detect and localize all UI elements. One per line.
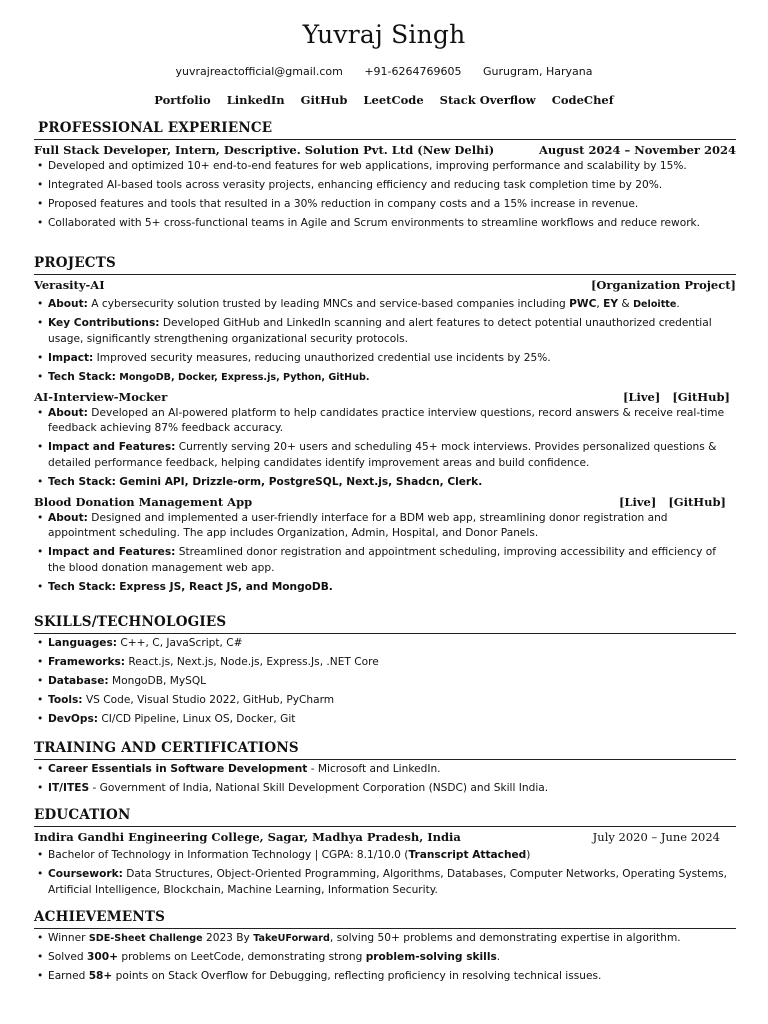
project-tag: [Organization Project] bbox=[590, 278, 736, 292]
list-item: • Database: MongoDB, MySQL bbox=[48, 674, 736, 690]
list-item: • Tools: VS Code, Visual Studio 2022, GitHub, PyCharm bbox=[48, 693, 736, 709]
leetcode-link[interactable]: LeetCode bbox=[363, 93, 424, 107]
list-item: • About: Designed and implemented a user-friendly interface for a BDM web app, streamlining donor registration and appointment scheduling. The app includes Organization, Admin, Hospital, and Donor Panels. bbox=[48, 511, 736, 542]
projects-section bbox=[34, 255, 736, 599]
list-item: • Key Contributions: Developed GitHub and LinkedIn scanning and alert features to detect potential unauthorized credential usage, significantly strengthening organizational security protocols. bbox=[48, 316, 736, 347]
education-list bbox=[34, 848, 736, 898]
training-list bbox=[34, 762, 736, 797]
education-dates: July 2020 – June 2024 bbox=[592, 830, 720, 844]
education-section bbox=[34, 807, 736, 902]
school-name: Indira Gandhi Engineering College, Sagar, Madhya Pradesh, India bbox=[34, 830, 461, 844]
project-name: Verasity-AI bbox=[34, 278, 105, 292]
list-item: • Solved 300+ problems on LeetCode, demonstrating strong problem-solving skills. bbox=[48, 950, 736, 966]
phone-number: +91-6264769605 bbox=[364, 65, 462, 78]
candidate-name: Yuvraj Singh bbox=[302, 20, 466, 49]
project-header bbox=[34, 277, 736, 294]
skills-list bbox=[34, 636, 736, 728]
experience-bullets bbox=[34, 159, 736, 232]
live-link[interactable]: [Live] bbox=[622, 389, 661, 404]
experience-section bbox=[34, 120, 736, 235]
project-name: Blood Donation Management App bbox=[34, 494, 253, 509]
training-section bbox=[34, 740, 736, 800]
list-item: • Languages: C++, C, JavaScript, C# bbox=[48, 636, 736, 652]
list-item: • Winner SDE-Sheet Challenge 2023 By TakeUForward, solving 50+ problems and demonstrating expertise in algorithm. bbox=[48, 931, 736, 947]
linkedin-link[interactable]: LinkedIn bbox=[226, 93, 285, 107]
list-item: • About: A cybersecurity solution trusted by leading MNCs and service-based companies including PWC, EY & Deloitte. bbox=[48, 297, 736, 313]
achievements-list bbox=[34, 931, 736, 985]
github-link[interactable]: GitHub bbox=[300, 93, 348, 107]
list-item: • Tech Stack: Express JS, React JS, and MongoDB. bbox=[48, 580, 736, 596]
live-link[interactable]: [Live] bbox=[618, 494, 657, 509]
project-bullets bbox=[34, 297, 736, 385]
job-dates: August 2024 – November 2024 bbox=[538, 143, 736, 157]
section-title: ACHIEVEMENTS bbox=[34, 909, 736, 929]
list-item: • Collaborated with 5+ cross-functional teams in Agile and Scrum environments to streamline workflows and reduce rework. bbox=[48, 216, 736, 232]
list-item: • Impact and Features: Streamlined donor registration and appointment scheduling, improving accessibility and efficiency of the blood donation management web app. bbox=[48, 545, 736, 576]
transcript-link[interactable]: Transcript Attached bbox=[408, 849, 527, 861]
list-item: • Career Essentials in Software Development - Microsoft and LinkedIn. bbox=[48, 762, 736, 778]
education-header bbox=[34, 829, 736, 846]
github-project-link[interactable]: [GitHub] bbox=[668, 494, 726, 509]
project-name: AI-Interview-Mocker bbox=[34, 389, 168, 404]
list-item: • Proposed features and tools that resulted in a 30% reduction in company costs and a 15% increase in revenue. bbox=[48, 197, 736, 213]
list-item: • Impact: Improved security measures, reducing unauthorized credential use incidents by 25%. bbox=[48, 351, 736, 367]
codechef-link[interactable]: CodeChef bbox=[551, 93, 614, 107]
list-item: • DevOps: CI/CD Pipeline, Linux OS, Docker, Git bbox=[48, 712, 736, 728]
contact-line bbox=[0, 65, 768, 78]
list-item: • Bachelor of Technology in Information Technology | CGPA: 8.1/10.0 (Transcript Attached) bbox=[48, 848, 736, 864]
list-item: • Tech Stack: Gemini API, Drizzle-orm, PostgreSQL, Next.js, Shadcn, Clerk. bbox=[48, 475, 736, 491]
list-item: • Developed and optimized 10+ end-to-end features for web applications, improving performance and scalability by 15%. bbox=[48, 159, 736, 175]
experience-header bbox=[34, 142, 736, 159]
email-link[interactable]: yuvrajreactofficial@gmail.com bbox=[175, 65, 343, 78]
project-header bbox=[34, 494, 736, 511]
project-header bbox=[34, 389, 736, 406]
list-item: • Integrated AI-based tools across verasity projects, enhancing efficiency and reducing task completion time by 20%. bbox=[48, 178, 736, 194]
achievements-section bbox=[34, 909, 736, 988]
project-bullets bbox=[34, 511, 736, 596]
location: Gurugram, Haryana bbox=[483, 65, 593, 78]
list-item: • Impact and Features: Currently serving 20+ users and scheduling 45+ mock interviews. Provides personalized questions & detailed performance feedback, helping candidates identify improvement areas and build confidence. bbox=[48, 440, 736, 471]
github-project-link[interactable]: [GitHub] bbox=[672, 389, 730, 404]
section-title: SKILLS/TECHNOLOGIES bbox=[34, 614, 736, 634]
portfolio-link[interactable]: Portfolio bbox=[154, 93, 211, 107]
list-item: • Frameworks: React.js, Next.js, Node.js, Express.Js, .NET Core bbox=[48, 655, 736, 671]
skills-section bbox=[34, 614, 736, 731]
list-item: • Earned 58+ points on Stack Overflow for Debugging, reflecting proficiency in resolving technical issues. bbox=[48, 969, 736, 985]
section-title: EDUCATION bbox=[34, 807, 736, 827]
section-title: PROFESSIONAL EXPERIENCE bbox=[34, 120, 736, 140]
section-title: PROJECTS bbox=[34, 255, 736, 275]
section-title: TRAINING AND CERTIFICATIONS bbox=[34, 740, 736, 760]
list-item: • About: Developed an AI-powered platform to help candidates practice interview questions, record answers & receive real-time feedback achieving 87% feedback accuracy. bbox=[48, 406, 736, 437]
project-bullets bbox=[34, 406, 736, 491]
list-item: • Tech Stack: MongoDB, Docker, Express.js, Python, GitHub. bbox=[48, 370, 736, 386]
stackoverflow-link[interactable]: Stack Overflow bbox=[439, 93, 536, 107]
job-role: Full Stack Developer, Intern, Descriptive. Solution Pvt. Ltd (New Delhi) bbox=[34, 143, 495, 157]
profile-links bbox=[0, 93, 768, 107]
list-item: • IT/ITES - Government of India, National Skill Development Corporation (NSDC) and Skill India. bbox=[48, 781, 736, 797]
list-item: • Coursework: Data Structures, Object-Oriented Programming, Algorithms, Databases, Computer Networks, Operating Systems, Artificial Intelligence, Blockchain, Machine Learning, Information Security. bbox=[48, 867, 736, 898]
